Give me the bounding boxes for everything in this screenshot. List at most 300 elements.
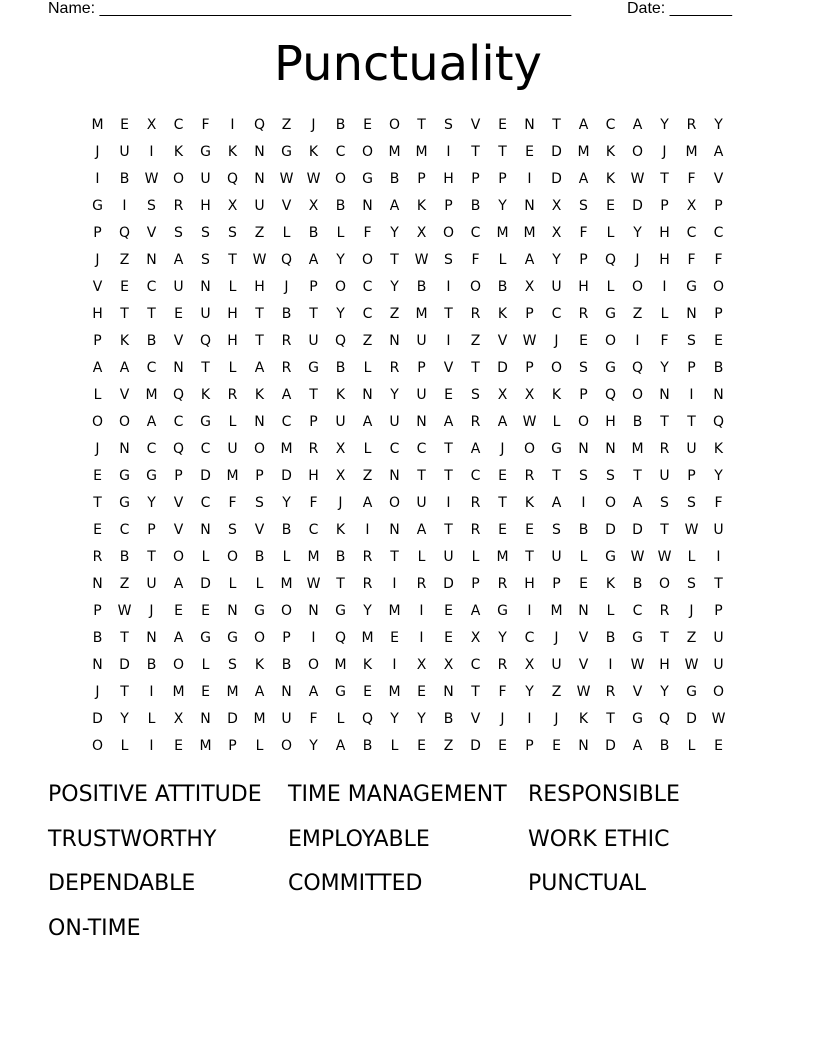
grid-letter[interactable]: T (255, 333, 264, 349)
grid-letter[interactable]: B (146, 333, 157, 349)
grid-letter[interactable]: T (660, 171, 669, 187)
grid-letter[interactable]: G (605, 360, 616, 376)
grid-letter[interactable]: U (335, 414, 346, 430)
grid-letter[interactable]: I (689, 387, 694, 403)
grid-letter[interactable]: J (689, 603, 694, 619)
grid-letter[interactable]: D (200, 468, 211, 484)
grid-letter[interactable]: A (551, 495, 562, 511)
grid-letter[interactable]: L (120, 738, 129, 754)
grid-letter[interactable]: A (308, 252, 319, 268)
grid-letter[interactable]: V (713, 171, 724, 187)
grid-letter[interactable]: E (390, 630, 399, 646)
grid-letter[interactable]: M (199, 738, 212, 754)
grid-letter[interactable]: Q (280, 252, 293, 268)
grid-letter[interactable]: O (226, 549, 239, 565)
grid-letter[interactable]: A (713, 144, 724, 160)
grid-letter[interactable]: H (92, 306, 103, 322)
grid-letter[interactable]: L (498, 252, 507, 268)
grid-letter[interactable]: N (146, 630, 157, 646)
grid-letter[interactable]: X (470, 630, 481, 646)
grid-letter[interactable]: U (551, 657, 562, 673)
grid-letter[interactable]: I (230, 117, 235, 133)
grid-letter[interactable]: D (605, 522, 616, 538)
grid-letter[interactable]: H (605, 414, 616, 430)
grid-letter[interactable]: P (93, 225, 102, 241)
grid-letter[interactable]: S (579, 360, 588, 376)
grid-letter[interactable]: D (632, 522, 643, 538)
date-field[interactable]: Date: _______ (627, 0, 732, 17)
grid-letter[interactable]: U (686, 441, 697, 457)
grid-letter[interactable]: S (201, 225, 210, 241)
grid-letter[interactable]: K (227, 144, 238, 160)
grid-letter[interactable]: M (496, 225, 509, 241)
grid-letter[interactable]: N (227, 603, 238, 619)
grid-letter[interactable]: M (550, 603, 563, 619)
grid-letter[interactable]: T (687, 414, 696, 430)
grid-letter[interactable]: E (201, 603, 210, 619)
grid-letter[interactable]: N (524, 198, 535, 214)
grid-letter[interactable]: R (362, 576, 373, 592)
grid-letter[interactable]: A (119, 360, 130, 376)
grid-letter[interactable]: A (362, 414, 373, 430)
grid-letter[interactable]: I (95, 171, 100, 187)
grid-letter[interactable]: U (713, 630, 724, 646)
grid-letter[interactable]: U (254, 198, 265, 214)
grid-letter[interactable]: Y (525, 684, 534, 700)
grid-letter[interactable]: R (497, 657, 508, 673)
grid-letter[interactable]: T (444, 522, 453, 538)
grid-letter[interactable]: D (281, 468, 292, 484)
grid-letter[interactable]: B (497, 279, 508, 295)
grid-letter[interactable]: X (416, 225, 427, 241)
grid-letter[interactable]: M (523, 225, 536, 241)
grid-letter[interactable]: C (200, 495, 211, 511)
grid-letter[interactable]: W (657, 549, 672, 565)
grid-letter[interactable]: P (471, 576, 480, 592)
grid-letter[interactable]: M (631, 441, 644, 457)
grid-letter[interactable]: K (173, 144, 184, 160)
grid-letter[interactable]: O (253, 630, 266, 646)
grid-letter[interactable]: E (417, 738, 426, 754)
grid-letter[interactable]: T (201, 360, 210, 376)
grid-letter[interactable]: E (201, 684, 210, 700)
grid-letter[interactable]: C (470, 468, 481, 484)
grid-letter[interactable]: Q (253, 117, 266, 133)
grid-letter[interactable]: Q (334, 630, 347, 646)
grid-letter[interactable]: A (173, 630, 184, 646)
grid-letter[interactable]: O (361, 252, 374, 268)
grid-letter[interactable]: O (172, 549, 185, 565)
grid-letter[interactable]: N (416, 414, 427, 430)
grid-letter[interactable]: I (527, 603, 532, 619)
grid-letter[interactable]: C (416, 441, 427, 457)
grid-letter[interactable]: G (497, 603, 508, 619)
grid-letter[interactable]: G (686, 684, 697, 700)
grid-letter[interactable]: P (255, 468, 264, 484)
grid-letter[interactable]: A (92, 360, 103, 376)
grid-letter[interactable]: L (363, 360, 372, 376)
grid-letter[interactable]: O (712, 279, 725, 295)
grid-letter[interactable]: X (227, 198, 238, 214)
grid-letter[interactable]: N (578, 603, 589, 619)
grid-letter[interactable]: V (497, 333, 508, 349)
grid-letter[interactable]: B (119, 171, 130, 187)
grid-letter[interactable]: S (687, 333, 696, 349)
grid-letter[interactable]: P (525, 360, 534, 376)
grid-letter[interactable]: B (362, 738, 373, 754)
grid-letter[interactable]: W (144, 171, 159, 187)
grid-letter[interactable]: U (713, 522, 724, 538)
grid-letter[interactable]: Y (390, 711, 399, 727)
grid-letter[interactable]: O (388, 495, 401, 511)
grid-letter[interactable]: E (174, 306, 183, 322)
grid-letter[interactable]: E (714, 333, 723, 349)
grid-letter[interactable]: X (551, 198, 562, 214)
grid-letter[interactable]: E (714, 738, 723, 754)
grid-letter[interactable]: Z (551, 684, 562, 700)
grid-letter[interactable]: M (415, 306, 428, 322)
grid-letter[interactable]: O (361, 144, 374, 160)
grid-letter[interactable]: Q (631, 360, 644, 376)
grid-letter[interactable]: S (255, 495, 264, 511)
grid-letter[interactable]: T (444, 468, 453, 484)
grid-letter[interactable]: W (576, 684, 591, 700)
grid-letter[interactable]: Q (712, 414, 725, 430)
grid-letter[interactable]: O (307, 657, 320, 673)
grid-letter[interactable]: O (334, 279, 347, 295)
grid-letter[interactable]: H (254, 279, 265, 295)
grid-letter[interactable]: Q (361, 711, 374, 727)
grid-letter[interactable]: B (632, 414, 643, 430)
grid-letter[interactable]: E (525, 522, 534, 538)
grid-letter[interactable]: L (336, 225, 345, 241)
grid-letter[interactable]: E (498, 468, 507, 484)
grid-letter[interactable]: P (714, 603, 723, 619)
grid-letter[interactable]: E (498, 522, 507, 538)
grid-letter[interactable]: B (389, 171, 400, 187)
grid-letter[interactable]: W (522, 333, 537, 349)
grid-letter[interactable]: A (281, 387, 292, 403)
grid-letter[interactable]: O (334, 171, 347, 187)
grid-letter[interactable]: T (120, 630, 129, 646)
grid-letter[interactable]: Q (658, 711, 671, 727)
grid-letter[interactable]: Y (714, 117, 723, 133)
grid-letter[interactable]: T (498, 495, 507, 511)
grid-letter[interactable]: K (497, 306, 508, 322)
grid-letter[interactable]: W (630, 171, 645, 187)
grid-letter[interactable]: V (173, 495, 184, 511)
grid-letter[interactable]: D (470, 738, 481, 754)
grid-letter[interactable]: D (686, 711, 697, 727)
grid-letter[interactable]: J (95, 441, 100, 457)
grid-letter[interactable]: Y (498, 630, 507, 646)
grid-letter[interactable]: O (172, 171, 185, 187)
grid-letter[interactable]: H (443, 171, 454, 187)
grid-letter[interactable]: I (716, 549, 721, 565)
grid-letter[interactable]: Z (119, 252, 130, 268)
grid-letter[interactable]: E (606, 198, 615, 214)
grid-letter[interactable]: T (390, 549, 399, 565)
grid-letter[interactable]: N (389, 468, 400, 484)
grid-letter[interactable]: Z (443, 738, 454, 754)
grid-letter[interactable]: R (308, 441, 319, 457)
grid-letter[interactable]: Y (390, 387, 399, 403)
grid-letter[interactable]: D (497, 360, 508, 376)
grid-letter[interactable]: C (551, 306, 562, 322)
grid-letter[interactable]: E (174, 603, 183, 619)
grid-letter[interactable]: R (281, 333, 292, 349)
grid-letter[interactable]: Y (417, 711, 426, 727)
grid-letter[interactable]: G (605, 306, 616, 322)
grid-letter[interactable]: X (308, 198, 319, 214)
grid-letter[interactable]: Q (226, 171, 239, 187)
grid-letter[interactable]: N (254, 144, 265, 160)
grid-letter[interactable]: C (713, 225, 724, 241)
grid-letter[interactable]: G (146, 468, 157, 484)
grid-letter[interactable]: N (686, 306, 697, 322)
grid-letter[interactable]: Y (363, 603, 372, 619)
grid-letter[interactable]: D (200, 576, 211, 592)
grid-letter[interactable]: W (252, 252, 267, 268)
grid-letter[interactable]: O (91, 738, 104, 754)
grid-letter[interactable]: M (280, 576, 293, 592)
grid-letter[interactable]: T (633, 468, 642, 484)
grid-letter[interactable]: J (500, 441, 505, 457)
grid-letter[interactable]: P (498, 171, 507, 187)
grid-letter[interactable]: F (471, 252, 480, 268)
grid-letter[interactable]: T (228, 252, 237, 268)
grid-letter[interactable]: D (119, 657, 130, 673)
grid-letter[interactable]: B (119, 549, 130, 565)
grid-letter[interactable]: B (254, 549, 265, 565)
grid-letter[interactable]: K (551, 387, 562, 403)
grid-letter[interactable]: B (281, 522, 292, 538)
grid-letter[interactable]: H (659, 657, 670, 673)
grid-letter[interactable]: A (578, 117, 589, 133)
grid-letter[interactable]: O (280, 603, 293, 619)
grid-letter[interactable]: H (200, 198, 211, 214)
grid-letter[interactable]: S (687, 576, 696, 592)
grid-letter[interactable]: U (659, 468, 670, 484)
grid-letter[interactable]: G (335, 684, 346, 700)
grid-letter[interactable]: L (660, 306, 669, 322)
grid-letter[interactable]: H (308, 468, 319, 484)
grid-letter[interactable]: O (280, 738, 293, 754)
grid-letter[interactable]: W (414, 252, 429, 268)
grid-letter[interactable]: G (254, 603, 265, 619)
grid-letter[interactable]: S (552, 522, 561, 538)
grid-letter[interactable]: S (444, 252, 453, 268)
grid-letter[interactable]: V (470, 711, 481, 727)
grid-letter[interactable]: F (228, 495, 237, 511)
grid-letter[interactable]: B (470, 198, 481, 214)
grid-letter[interactable]: U (443, 549, 454, 565)
grid-letter[interactable]: N (605, 441, 616, 457)
grid-letter[interactable]: P (525, 306, 534, 322)
grid-letter[interactable]: T (120, 306, 129, 322)
grid-letter[interactable]: L (228, 360, 237, 376)
grid-letter[interactable]: N (119, 441, 130, 457)
grid-letter[interactable]: Z (281, 117, 292, 133)
grid-letter[interactable]: V (470, 117, 481, 133)
grid-letter[interactable]: X (443, 657, 454, 673)
grid-letter[interactable]: S (201, 252, 210, 268)
grid-letter[interactable]: W (306, 576, 321, 592)
grid-letter[interactable]: N (362, 387, 373, 403)
grid-letter[interactable]: K (119, 333, 130, 349)
grid-letter[interactable]: S (228, 522, 237, 538)
grid-letter[interactable]: G (119, 495, 130, 511)
grid-letter[interactable]: G (686, 279, 697, 295)
grid-letter[interactable]: T (255, 306, 264, 322)
grid-letter[interactable]: G (119, 468, 130, 484)
grid-letter[interactable]: N (578, 441, 589, 457)
grid-letter[interactable]: L (390, 738, 399, 754)
grid-letter[interactable]: K (524, 495, 535, 511)
grid-letter[interactable]: C (146, 279, 157, 295)
grid-letter[interactable]: Y (660, 360, 669, 376)
grid-letter[interactable]: I (446, 333, 451, 349)
grid-letter[interactable]: Y (309, 738, 318, 754)
grid-letter[interactable]: E (174, 738, 183, 754)
grid-letter[interactable]: L (147, 711, 156, 727)
grid-letter[interactable]: A (632, 495, 643, 511)
grid-letter[interactable]: I (446, 144, 451, 160)
grid-letter[interactable]: H (659, 252, 670, 268)
grid-letter[interactable]: X (524, 657, 535, 673)
grid-letter[interactable]: D (605, 738, 616, 754)
grid-letter[interactable]: E (444, 630, 453, 646)
grid-letter[interactable]: O (91, 414, 104, 430)
grid-letter[interactable]: N (524, 117, 535, 133)
grid-letter[interactable]: R (92, 549, 103, 565)
grid-letter[interactable]: V (632, 684, 643, 700)
grid-letter[interactable]: L (228, 576, 237, 592)
grid-letter[interactable]: D (443, 576, 454, 592)
grid-letter[interactable]: I (392, 657, 397, 673)
grid-letter[interactable]: M (388, 684, 401, 700)
grid-letter[interactable]: M (361, 630, 374, 646)
grid-letter[interactable]: C (119, 522, 130, 538)
grid-letter[interactable]: K (254, 387, 265, 403)
grid-letter[interactable]: T (444, 306, 453, 322)
grid-letter[interactable]: E (444, 387, 453, 403)
grid-letter[interactable]: U (200, 171, 211, 187)
grid-letter[interactable]: A (497, 414, 508, 430)
grid-letter[interactable]: H (524, 576, 535, 592)
name-field[interactable]: Name: _____________________________________________________ (48, 0, 572, 17)
grid-letter[interactable]: T (93, 495, 102, 511)
grid-letter[interactable]: Y (120, 711, 129, 727)
grid-letter[interactable]: X (335, 468, 346, 484)
grid-letter[interactable]: O (631, 279, 644, 295)
grid-letter[interactable]: I (527, 171, 532, 187)
word-search-grid[interactable] (84, 114, 732, 762)
grid-letter[interactable]: Z (362, 333, 373, 349)
grid-letter[interactable]: P (282, 630, 291, 646)
grid-letter[interactable]: E (93, 468, 102, 484)
grid-letter[interactable]: K (308, 144, 319, 160)
grid-letter[interactable]: K (578, 711, 589, 727)
grid-letter[interactable]: G (632, 630, 643, 646)
grid-letter[interactable]: K (605, 171, 616, 187)
grid-letter[interactable]: I (365, 522, 370, 538)
grid-letter[interactable]: C (146, 441, 157, 457)
grid-letter[interactable]: P (687, 360, 696, 376)
grid-letter[interactable]: R (281, 360, 292, 376)
grid-letter[interactable]: D (92, 711, 103, 727)
grid-letter[interactable]: F (201, 117, 210, 133)
grid-letter[interactable]: H (227, 333, 238, 349)
grid-letter[interactable]: C (173, 117, 184, 133)
grid-letter[interactable]: R (497, 576, 508, 592)
grid-letter[interactable]: L (606, 603, 615, 619)
grid-letter[interactable]: M (280, 441, 293, 457)
grid-letter[interactable]: Q (172, 441, 185, 457)
grid-letter[interactable]: R (227, 387, 238, 403)
grid-letter[interactable]: L (228, 414, 237, 430)
grid-letter[interactable]: M (307, 549, 320, 565)
grid-letter[interactable]: Q (172, 387, 185, 403)
grid-letter[interactable]: N (200, 522, 211, 538)
grid-letter[interactable]: O (253, 441, 266, 457)
grid-letter[interactable]: C (200, 441, 211, 457)
grid-letter[interactable]: A (362, 495, 373, 511)
grid-letter[interactable]: P (660, 198, 669, 214)
grid-letter[interactable]: R (362, 549, 373, 565)
grid-letter[interactable]: J (95, 144, 100, 160)
grid-letter[interactable]: W (630, 657, 645, 673)
grid-letter[interactable]: J (338, 495, 343, 511)
grid-letter[interactable]: V (92, 279, 103, 295)
grid-letter[interactable]: X (497, 387, 508, 403)
grid-letter[interactable]: K (713, 441, 724, 457)
grid-letter[interactable]: V (146, 225, 157, 241)
grid-letter[interactable]: T (147, 549, 156, 565)
grid-letter[interactable]: P (444, 198, 453, 214)
grid-letter[interactable]: B (281, 306, 292, 322)
grid-letter[interactable]: T (309, 387, 318, 403)
grid-letter[interactable]: I (392, 576, 397, 592)
grid-letter[interactable]: B (92, 630, 103, 646)
grid-letter[interactable]: L (255, 576, 264, 592)
grid-letter[interactable]: K (335, 387, 346, 403)
grid-letter[interactable]: D (227, 711, 238, 727)
grid-letter[interactable]: G (92, 198, 103, 214)
grid-letter[interactable]: K (335, 522, 346, 538)
grid-letter[interactable]: L (417, 549, 426, 565)
grid-letter[interactable]: W (630, 549, 645, 565)
grid-letter[interactable]: G (200, 630, 211, 646)
grid-letter[interactable]: I (149, 144, 154, 160)
grid-letter[interactable]: J (500, 711, 505, 727)
grid-letter[interactable]: C (362, 279, 373, 295)
grid-letter[interactable]: Y (390, 279, 399, 295)
grid-letter[interactable]: L (363, 441, 372, 457)
grid-letter[interactable]: K (362, 657, 373, 673)
grid-letter[interactable]: A (146, 414, 157, 430)
grid-letter[interactable]: V (254, 522, 265, 538)
grid-letter[interactable]: Z (632, 306, 643, 322)
grid-letter[interactable]: G (551, 441, 562, 457)
grid-letter[interactable]: I (446, 279, 451, 295)
grid-letter[interactable]: T (525, 549, 534, 565)
grid-letter[interactable]: L (471, 549, 480, 565)
grid-letter[interactable]: K (605, 144, 616, 160)
grid-letter[interactable]: I (608, 657, 613, 673)
grid-letter[interactable]: D (632, 198, 643, 214)
grid-letter[interactable]: F (687, 171, 696, 187)
